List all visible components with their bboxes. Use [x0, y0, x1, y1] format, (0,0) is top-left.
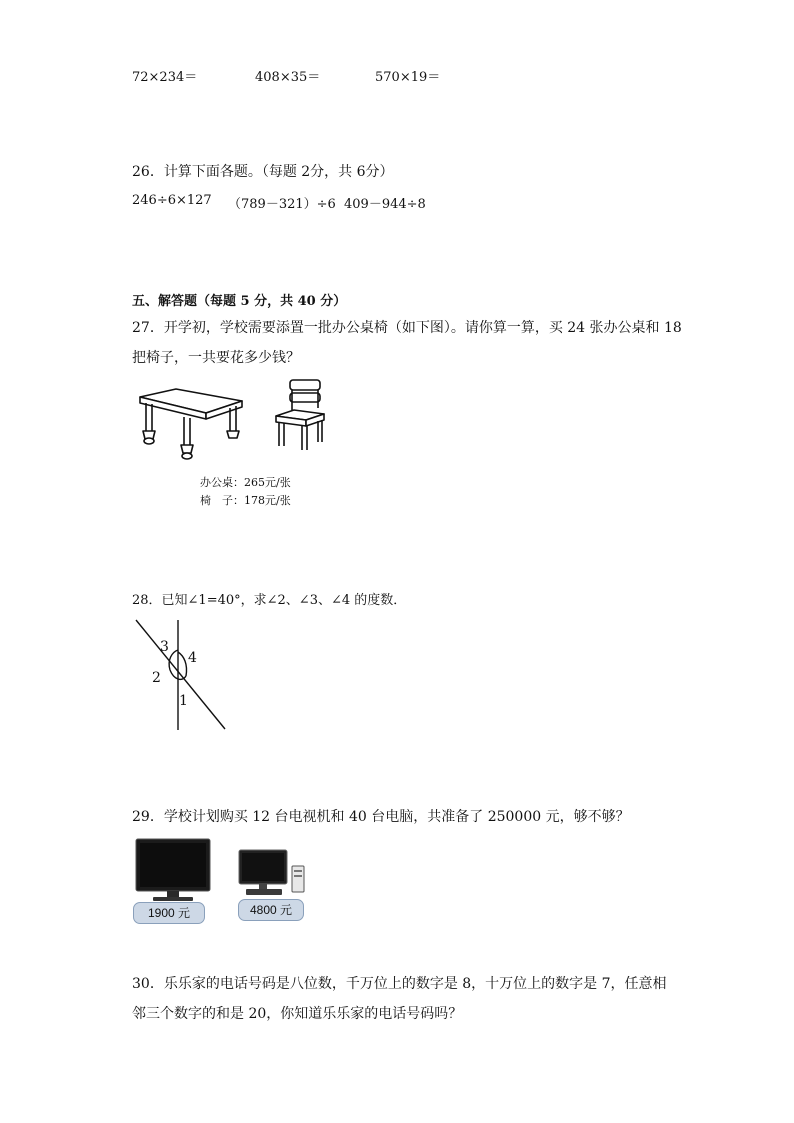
- tv-icon: [135, 838, 211, 904]
- angle-label-1: 1: [179, 693, 188, 709]
- q26-item-1: 246÷6×127: [132, 193, 212, 208]
- q27-line-2: 把椅子，一共要花多少钱？: [132, 350, 300, 366]
- tv-price-tag: 1900 元: [133, 902, 205, 924]
- section-5-title: 五、解答题（每题 5 分，共 40 分）: [132, 294, 347, 309]
- angle-label-3: 3: [160, 639, 169, 655]
- q30-line-2: 邻三个数字的和是 20，你知道乐乐家的电话号码吗？: [132, 1006, 463, 1022]
- chair-icon: [272, 378, 328, 452]
- q30-line-1: 30．乐乐家的电话号码是八位数，千万位上的数字是 8，十万位上的数字是 7，任意相: [132, 976, 667, 992]
- angle-label-4: 4: [188, 650, 197, 666]
- q26-item-3: 409－944÷8: [344, 197, 426, 212]
- desk-icon: [138, 387, 244, 461]
- q27-line-1: 27．开学初，学校需要添置一批办公桌椅（如下图）。请你算一算，买 24 张办公桌和 18: [132, 320, 682, 336]
- calc-2: 408×35＝: [255, 70, 321, 85]
- angle-diagram: [130, 618, 230, 732]
- angle-label-2: 2: [152, 670, 161, 686]
- q29-text: 29．学校计划购买 12 台电视机和 40 台电脑，共准备了 250000 元，够不够？: [132, 809, 630, 825]
- price-desk: 办公桌：265元/张: [200, 476, 291, 489]
- computer-icon: [236, 848, 306, 900]
- q26-item-2: （789－321）÷6: [228, 197, 336, 212]
- computer-price-tag: 4800 元: [238, 899, 304, 921]
- price-chair: 椅 子：178元/张: [200, 494, 291, 507]
- calc-1: 72×234＝: [132, 70, 198, 85]
- q26-title: 26．计算下面各题。（每题 2分，共 6分）: [132, 164, 394, 180]
- q28-text: 28．已知∠1=40°，求∠2、∠3、∠4 的度数．: [132, 593, 407, 608]
- calc-3: 570×19＝: [375, 70, 441, 85]
